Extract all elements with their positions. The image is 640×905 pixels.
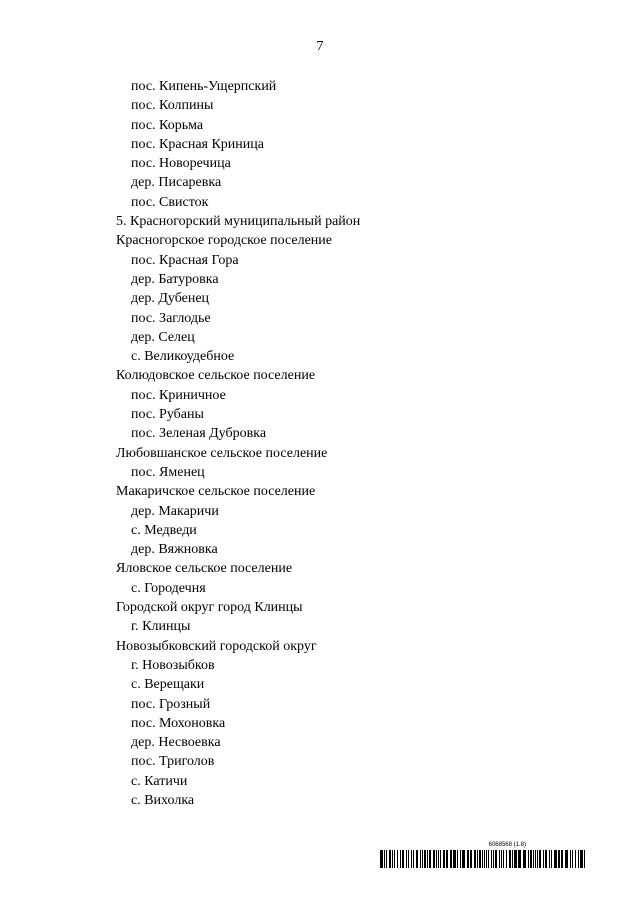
settlement-item: дер. Писаревка	[131, 175, 222, 191]
settlement-item: дер. Дубенец	[131, 291, 210, 307]
district-heading: Новозыбковский городской округ	[116, 638, 317, 654]
page-number: 7	[316, 39, 324, 54]
settlement-item: пос. Красная Гора	[131, 252, 239, 268]
settlement-item: дер. Батуровка	[131, 271, 219, 287]
settlement-item: с. Верещаки	[131, 677, 205, 693]
settlement-item: пос. Кипень-Ущерпский	[131, 79, 277, 94]
barcode-image	[380, 850, 586, 868]
settlement-item: дер. Несвоевка	[131, 735, 221, 751]
settlement-item: дер. Селец	[131, 329, 195, 345]
district-heading: Колюдовское сельское поселение	[116, 368, 316, 384]
barcode-block	[380, 841, 586, 868]
settlement-item: пос. Колпины	[131, 98, 214, 114]
settlement-item: пос. Триголов	[131, 754, 215, 770]
district-heading: Красногорское городское поселение	[116, 233, 332, 249]
settlement-item: пос. Грозный	[131, 696, 211, 712]
settlement-item: с. Катичи	[131, 773, 188, 789]
barcode-caption: 6068568 (1.8)	[488, 842, 526, 848]
settlement-item: пос. Рубаны	[131, 407, 204, 423]
settlement-item: пос. Свисток	[131, 194, 209, 210]
settlement-item: дер. Макаричи	[131, 503, 219, 519]
settlement-item: с. Великоудебное	[131, 349, 235, 365]
settlement-item: г. Новозыбков	[131, 657, 215, 673]
settlement-item: г. Клинцы	[131, 619, 191, 635]
district-heading: Любовшанское сельское поселение	[116, 445, 328, 461]
district-heading: Городской округ город Клинцы	[116, 600, 303, 616]
settlement-item: пос. Новоречица	[131, 156, 231, 172]
settlement-item: с. Вихолка	[131, 792, 195, 808]
settlement-item: пос. Криничное	[131, 387, 226, 403]
settlement-item: пос. Мохоновка	[131, 715, 226, 731]
settlement-item: с. Городечня	[131, 580, 206, 596]
settlement-item: пос. Заглодье	[131, 310, 211, 326]
settlement-item: пос. Корьма	[131, 117, 204, 133]
settlement-item: дер. Вяжновка	[131, 542, 218, 558]
settlement-item: пос. Зеленая Дубровка	[131, 426, 267, 442]
settlement-list	[116, 77, 360, 810]
settlement-item: пос. Красная Криница	[131, 136, 264, 152]
district-heading: 5. Красногорский муниципальный район	[116, 214, 361, 230]
settlement-item: с. Медведи	[131, 522, 197, 538]
district-heading: Яловское сельское поселение	[116, 561, 293, 577]
settlement-item: пос. Яменец	[131, 464, 205, 480]
district-heading: Макаричское сельское поселение	[116, 484, 316, 500]
